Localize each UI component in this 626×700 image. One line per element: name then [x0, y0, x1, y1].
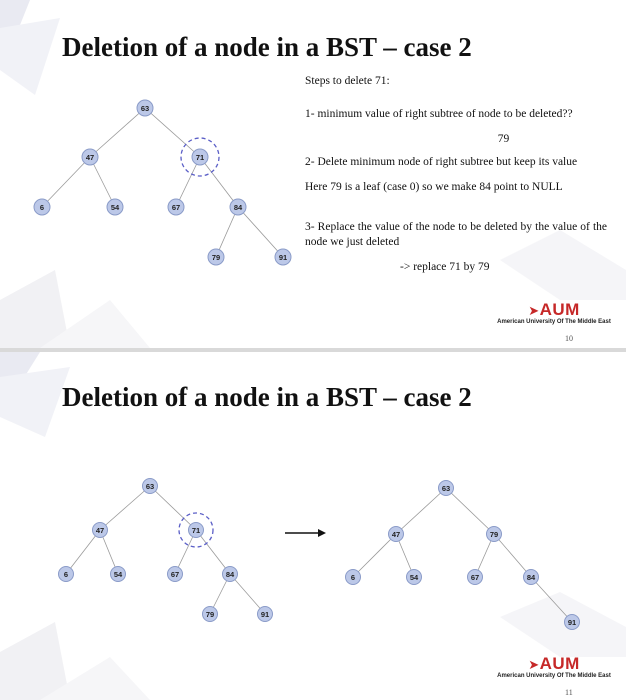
svg-text:67: 67	[470, 573, 480, 582]
svg-text:84: 84	[225, 570, 235, 579]
logo-brand: AUM	[539, 654, 580, 673]
aum-logo	[494, 654, 614, 679]
svg-text:79: 79	[211, 253, 221, 262]
svg-text:6: 6	[63, 570, 69, 579]
step-3-note: -> replace 71 by 79	[400, 260, 490, 273]
svg-text:47: 47	[391, 530, 401, 539]
svg-text:71: 71	[191, 526, 201, 535]
tree-node	[565, 615, 580, 630]
tree-node	[439, 481, 454, 496]
svg-text:79: 79	[205, 610, 215, 619]
slide-10	[0, 0, 626, 348]
steps-heading: Steps to delete 71:	[305, 75, 390, 87]
logo-subtitle: American University Of The Middle East	[497, 673, 611, 679]
tree-node	[230, 199, 246, 215]
tree-node-to-delete	[189, 523, 204, 538]
svg-text:47: 47	[85, 153, 95, 162]
svg-text:91: 91	[260, 610, 270, 619]
step-1-value: 79	[497, 132, 510, 145]
tree-node	[203, 607, 218, 622]
transform-arrow-icon	[285, 529, 326, 537]
tree-node	[407, 570, 422, 585]
tree-node	[468, 570, 483, 585]
tree-node	[107, 199, 123, 215]
svg-text:6: 6	[39, 203, 45, 212]
tree-node-to-delete	[192, 149, 208, 165]
page-number: 10	[565, 334, 573, 343]
bst-diagram-before-delete	[59, 479, 273, 622]
tree-node	[137, 100, 153, 116]
svg-text:63: 63	[441, 484, 451, 493]
svg-text:91: 91	[567, 618, 577, 627]
tree-node	[111, 567, 126, 582]
slide-title: Deletion of a node in a BST – case 2	[62, 382, 472, 412]
tree-node	[524, 570, 539, 585]
slide-11	[0, 352, 626, 700]
svg-text:71: 71	[195, 153, 205, 162]
step-2: 2- Delete minimum node of right subtree but keep its value	[305, 155, 578, 168]
tree-node	[59, 567, 74, 582]
tree-node	[34, 199, 50, 215]
bst-diagrams-before-after	[0, 352, 626, 700]
step-3: 3- Replace the value of the node to be deleted by the value of the node we just deleted	[305, 220, 607, 248]
svg-text:79: 79	[489, 530, 499, 539]
tree-node	[275, 249, 291, 265]
deletion-steps	[305, 74, 607, 275]
tree-node	[258, 607, 273, 622]
svg-text:47: 47	[95, 526, 105, 535]
logo-subtitle: American University Of The Middle East	[497, 319, 611, 325]
step-1: 1- minimum value of right subtree of node to be deleted??	[305, 107, 573, 120]
svg-text:6: 6	[350, 573, 356, 582]
svg-text:63: 63	[145, 482, 155, 491]
tree-node	[223, 567, 238, 582]
bst-diagram-after-delete	[346, 481, 580, 630]
svg-text:84: 84	[233, 203, 243, 212]
svg-text:63: 63	[140, 104, 150, 113]
tree-node	[346, 570, 361, 585]
aum-logo	[494, 300, 614, 325]
tree-node	[168, 199, 184, 215]
bst-diagram-before-delete	[0, 0, 300, 300]
svg-text:67: 67	[170, 570, 180, 579]
step-2-note: Here 79 is a leaf (case 0) so we make 84 point to NULL	[305, 180, 563, 193]
slide-title: Deletion of a node in a BST – case 2	[62, 32, 472, 62]
tree-node	[143, 479, 158, 494]
svg-text:54: 54	[409, 573, 419, 582]
page-number: 11	[565, 688, 573, 697]
svg-text:67: 67	[171, 203, 181, 212]
tree-node	[208, 249, 224, 265]
tree-node	[389, 527, 404, 542]
swoosh-icon: ➤	[528, 657, 540, 672]
tree-node	[82, 149, 98, 165]
svg-text:84: 84	[526, 573, 536, 582]
svg-text:54: 54	[110, 203, 120, 212]
tree-node	[93, 523, 108, 538]
logo-brand: AUM	[539, 300, 580, 319]
swoosh-icon: ➤	[528, 303, 540, 318]
tree-node	[168, 567, 183, 582]
svg-text:91: 91	[278, 253, 288, 262]
tree-node-replaced	[487, 527, 502, 542]
svg-text:54: 54	[113, 570, 123, 579]
